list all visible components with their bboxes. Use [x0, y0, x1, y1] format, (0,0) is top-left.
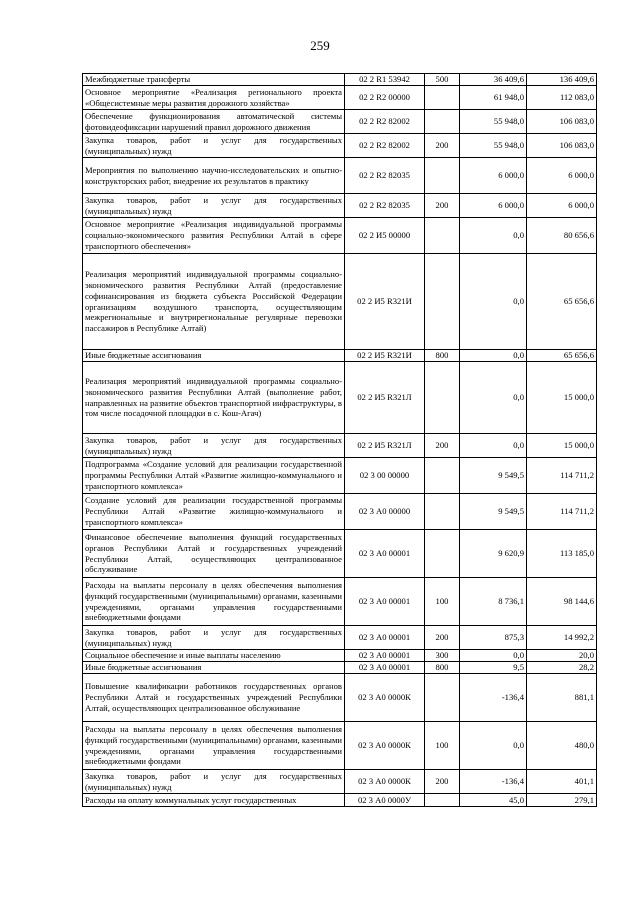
row-expense-type-cell: 200	[425, 626, 460, 650]
row-amount-change-cell: 8 736,1	[460, 578, 527, 626]
row-expense-type-cell: 800	[425, 662, 460, 674]
row-expense-type-cell: 500	[425, 74, 460, 86]
row-amount-total-cell: 14 992,2	[527, 626, 597, 650]
row-code-cell: 02 3 А0 0000У	[345, 794, 425, 807]
table-row	[83, 770, 597, 794]
table-row	[83, 218, 597, 254]
row-name-cell: Расходы на выплаты персоналу в целях обеспечения выполнения функций государственными (муниципальными) органами, казенными учреждениями, органами управления государственными внебюджетными фондами	[83, 722, 345, 770]
row-expense-type-cell	[425, 674, 460, 722]
table-row	[83, 626, 597, 650]
table-row	[83, 134, 597, 158]
row-amount-change-cell: 0,0	[460, 218, 527, 254]
table-row	[83, 86, 597, 110]
row-amount-total-cell: 401,1	[527, 770, 597, 794]
row-expense-type-cell	[425, 158, 460, 194]
row-amount-change-cell: 9 549,5	[460, 458, 527, 494]
row-name-cell: Финансовое обеспечение выполнения функций государственных органов Республики Алтай и государственных учреждений Республики Алтай, осуществляющих централизованное обслуживание	[83, 530, 345, 578]
table-row	[83, 350, 597, 362]
row-amount-change-cell: 6 000,0	[460, 194, 527, 218]
row-name-cell: Иные бюджетные ассигнования	[83, 350, 345, 362]
table-row	[83, 662, 597, 674]
row-expense-type-cell	[425, 254, 460, 350]
page-number: 259	[310, 38, 330, 53]
row-name-cell: Расходы на выплаты персоналу в целях обеспечения выполнения функций государственными (муниципальными) органами, казенными учреждениями, органами управления государственными внебюджетными фондами	[83, 578, 345, 626]
row-amount-change-cell: 875,3	[460, 626, 527, 650]
row-expense-type-cell: 100	[425, 722, 460, 770]
table-row	[83, 794, 597, 807]
row-amount-total-cell: 98 144,6	[527, 578, 597, 626]
row-name-cell: Подпрограмма «Создание условий для реализации государственной программы Республики Алтай «Развитие жилищно-коммунального и транспортного комплекса»	[83, 458, 345, 494]
table-row	[83, 74, 597, 86]
row-amount-total-cell: 80 656,6	[527, 218, 597, 254]
row-code-cell: 02 2 R2 82002	[345, 134, 425, 158]
row-expense-type-cell: 100	[425, 578, 460, 626]
row-name-cell: Межбюджетные трансферты	[83, 74, 345, 86]
row-amount-total-cell: 20,0	[527, 650, 597, 662]
row-amount-change-cell: 0,0	[460, 362, 527, 434]
row-code-cell: 02 2 И5 R321Л	[345, 434, 425, 458]
row-expense-type-cell	[425, 494, 460, 530]
row-name-cell: Закупка товаров, работ и услуг для государственных (муниципальных) нужд	[83, 626, 345, 650]
row-amount-total-cell: 65 656,6	[527, 254, 597, 350]
table-row	[83, 434, 597, 458]
row-code-cell: 02 2 R2 00000	[345, 86, 425, 110]
row-code-cell: 02 3 А0 00001	[345, 530, 425, 578]
row-expense-type-cell	[425, 458, 460, 494]
row-amount-total-cell: 114 711,2	[527, 458, 597, 494]
table-row	[83, 362, 597, 434]
row-name-cell: Повышение квалификации работников государственных органов Республики Алтай и государственных учреждений Республики Алтай, осуществляющих централизованное обслуживание	[83, 674, 345, 722]
row-code-cell: 02 3 00 00000	[345, 458, 425, 494]
row-name-cell: Обеспечение функционирования автоматической системы фотовидеофиксации нарушений правил дорожного движения	[83, 110, 345, 134]
row-name-cell: Закупка товаров, работ и услуг для государственных (муниципальных) нужд	[83, 770, 345, 794]
row-amount-total-cell: 106 083,0	[527, 110, 597, 134]
row-code-cell: 02 3 А0 00001	[345, 650, 425, 662]
row-code-cell: 02 3 А0 00000	[345, 494, 425, 530]
table-row	[83, 194, 597, 218]
row-expense-type-cell: 200	[425, 770, 460, 794]
row-amount-total-cell: 881,1	[527, 674, 597, 722]
row-amount-change-cell: 45,0	[460, 794, 527, 807]
row-amount-change-cell: -136,4	[460, 674, 527, 722]
row-code-cell: 02 2 R2 82002	[345, 110, 425, 134]
row-amount-change-cell: 36 409,6	[460, 74, 527, 86]
row-amount-total-cell: 15 000,0	[527, 434, 597, 458]
row-expense-type-cell: 300	[425, 650, 460, 662]
table-row	[83, 254, 597, 350]
row-expense-type-cell	[425, 110, 460, 134]
row-code-cell: 02 2 R1 53942	[345, 74, 425, 86]
row-code-cell: 02 3 А0 0000К	[345, 770, 425, 794]
budget-table-body	[83, 74, 597, 807]
row-amount-total-cell: 6 000,0	[527, 194, 597, 218]
row-amount-change-cell: -136,4	[460, 770, 527, 794]
row-expense-type-cell: 200	[425, 134, 460, 158]
row-expense-type-cell	[425, 530, 460, 578]
row-expense-type-cell: 200	[425, 434, 460, 458]
row-name-cell: Социальное обеспечение и иные выплаты населению	[83, 650, 345, 662]
row-name-cell: Иные бюджетные ассигнования	[83, 662, 345, 674]
row-name-cell: Закупка товаров, работ и услуг для государственных (муниципальных) нужд	[83, 434, 345, 458]
row-amount-total-cell: 136 409,6	[527, 74, 597, 86]
row-name-cell: Реализация мероприятий индивидуальной программы социально-экономического развития Республики Алтай (предоставление софинансирования из бюджета субъекта Российской Федерации организациям воздушного транспорта, осуществляющим межрегиональные и внутрирегиональные регулярные перевозки пассажиров в Республике Алтай)	[83, 254, 345, 350]
row-expense-type-cell: 800	[425, 350, 460, 362]
row-amount-change-cell: 6 000,0	[460, 158, 527, 194]
row-name-cell: Закупка товаров, работ и услуг для государственных (муниципальных) нужд	[83, 194, 345, 218]
row-name-cell: Реализация мероприятий индивидуальной программы социально-экономического развития Республики Алтай (выполнение работ, направленных на развитие объектов транспортной инфраструктуры, в том числе посадочной площадки в с. Кош-Агач)	[83, 362, 345, 434]
table-row	[83, 458, 597, 494]
row-amount-total-cell: 114 711,2	[527, 494, 597, 530]
row-amount-total-cell: 28,2	[527, 662, 597, 674]
budget-table	[82, 73, 597, 807]
row-code-cell: 02 2 И5 00000	[345, 218, 425, 254]
row-amount-total-cell: 480,0	[527, 722, 597, 770]
row-name-cell: Мероприятия по выполнению научно-исследовательских и опытно-конструкторских работ, внедрение их результатов в практику	[83, 158, 345, 194]
row-amount-change-cell: 61 948,0	[460, 86, 527, 110]
row-amount-change-cell: 55 948,0	[460, 110, 527, 134]
row-amount-total-cell: 113 185,0	[527, 530, 597, 578]
row-code-cell: 02 2 R2 82035	[345, 158, 425, 194]
table-row	[83, 530, 597, 578]
row-amount-total-cell: 112 083,0	[527, 86, 597, 110]
row-amount-change-cell: 0,0	[460, 254, 527, 350]
row-expense-type-cell	[425, 218, 460, 254]
row-expense-type-cell: 200	[425, 194, 460, 218]
row-name-cell: Основное мероприятие «Реализация регионального проекта «Общесистемные меры развития дорожного хозяйства»	[83, 86, 345, 110]
row-name-cell: Расходы на оплату коммунальных услуг государственных	[83, 794, 345, 807]
table-row	[83, 494, 597, 530]
row-amount-change-cell: 9 620,9	[460, 530, 527, 578]
row-code-cell: 02 3 А0 00001	[345, 626, 425, 650]
table-row	[83, 158, 597, 194]
row-amount-total-cell: 106 083,0	[527, 134, 597, 158]
row-code-cell: 02 2 И5 R321Л	[345, 362, 425, 434]
row-amount-change-cell: 0,0	[460, 722, 527, 770]
row-code-cell: 02 3 А0 00001	[345, 578, 425, 626]
row-amount-change-cell: 9 549,5	[460, 494, 527, 530]
row-name-cell: Основное мероприятие «Реализация индивидуальной программы социально-экономического развития Республики Алтай в сфере транспортного обеспечения»	[83, 218, 345, 254]
row-amount-total-cell: 65 656,6	[527, 350, 597, 362]
row-expense-type-cell	[425, 86, 460, 110]
row-amount-total-cell: 279,1	[527, 794, 597, 807]
row-code-cell: 02 2 R2 82035	[345, 194, 425, 218]
table-row	[83, 674, 597, 722]
row-name-cell: Закупка товаров, работ и услуг для государственных (муниципальных) нужд	[83, 134, 345, 158]
row-amount-change-cell: 0,0	[460, 434, 527, 458]
row-name-cell: Создание условий для реализации государственной программы Республики Алтай «Развитие жилищно-коммунального и транспортного комплекса»	[83, 494, 345, 530]
row-code-cell: 02 3 А0 0000К	[345, 722, 425, 770]
row-amount-change-cell: 0,0	[460, 650, 527, 662]
row-code-cell: 02 2 И5 R321И	[345, 254, 425, 350]
table-row	[83, 110, 597, 134]
row-amount-change-cell: 9,5	[460, 662, 527, 674]
table-row	[83, 578, 597, 626]
row-code-cell: 02 2 И5 R321И	[345, 350, 425, 362]
row-code-cell: 02 3 А0 0000К	[345, 674, 425, 722]
row-expense-type-cell	[425, 794, 460, 807]
row-amount-total-cell: 6 000,0	[527, 158, 597, 194]
row-expense-type-cell	[425, 362, 460, 434]
row-code-cell: 02 3 А0 00001	[345, 662, 425, 674]
table-row	[83, 650, 597, 662]
row-amount-change-cell: 0,0	[460, 350, 527, 362]
row-amount-total-cell: 15 000,0	[527, 362, 597, 434]
table-row	[83, 722, 597, 770]
row-amount-change-cell: 55 948,0	[460, 134, 527, 158]
